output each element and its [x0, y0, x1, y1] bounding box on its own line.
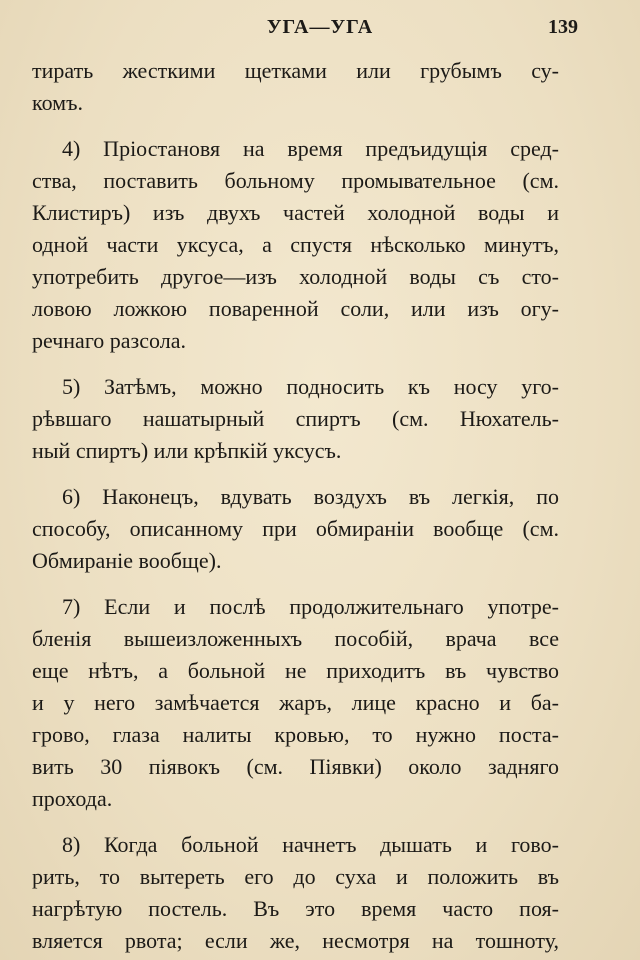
text-line: тирать жесткими щетками или грубымъ су-	[32, 58, 559, 83]
text-line: нагрѣтую постель. Въ это время часто поя-	[32, 896, 559, 921]
text-line: ловою ложкою поваренной соли, или изъ огу-	[32, 296, 559, 321]
text-line: еще нѣтъ, а больной не приходитъ въ чувство	[32, 658, 559, 683]
text-line: ства, поставить больному промывательное (см.	[32, 168, 559, 193]
paragraph	[32, 829, 559, 957]
text-line: одной части уксуса, а спустя нѣсколько минутъ,	[32, 232, 559, 257]
text-line: 7) Если и послѣ продолжительнаго употре-	[62, 594, 559, 619]
text-line: 8) Когда больной начнетъ дышать и гово-	[62, 832, 559, 857]
text-line: способу, описанному при обмираніи вообще (см.	[32, 516, 559, 541]
text-line: рить, то вытереть его до суха и положить въ	[32, 864, 559, 889]
text-line: и у него замѣчается жаръ, лице красно и ба-	[32, 690, 559, 715]
text-line: 6) Наконецъ, вдувать воздухъ въ легкія, по	[62, 484, 559, 509]
page-number: 139	[548, 16, 578, 38]
text-line: вляется рвота; если же, несмотря на тошноту,	[32, 928, 559, 953]
text-line: рѣвшаго нашатырный спиртъ (см. Нюхатель-	[32, 406, 559, 431]
running-title: УГА—УГА	[266, 16, 374, 38]
text-line: употребить другое—изъ холодной воды съ сто-	[32, 264, 559, 289]
text-line: грово, глаза налиты кровью, то нужно поста-	[32, 722, 559, 747]
text-line: прохода.	[32, 786, 113, 811]
paragraph	[32, 481, 559, 577]
text-line: комъ.	[32, 90, 83, 115]
page-header	[0, 12, 640, 42]
body-text	[32, 55, 559, 957]
text-line: речнаго разсола.	[32, 328, 186, 353]
paragraph	[32, 55, 559, 119]
text-line: Обмираніе вообще).	[32, 548, 222, 573]
paragraph	[32, 371, 559, 467]
text-line: 4) Пріостановя на время предъидущія сред-	[62, 136, 559, 161]
text-line: ный спиртъ) или крѣпкій уксусъ.	[32, 438, 342, 463]
paragraph	[32, 591, 559, 815]
text-line: бленія вышеизложенныхъ пособій, врача все	[32, 626, 559, 651]
text-line: 5) Затѣмъ, можно подносить къ носу уго-	[62, 374, 559, 399]
text-line: Клистиръ) изъ двухъ частей холодной воды и	[32, 200, 559, 225]
paragraph	[32, 133, 559, 357]
text-line: вить 30 піявокъ (см. Піявки) около задняго	[32, 754, 559, 779]
